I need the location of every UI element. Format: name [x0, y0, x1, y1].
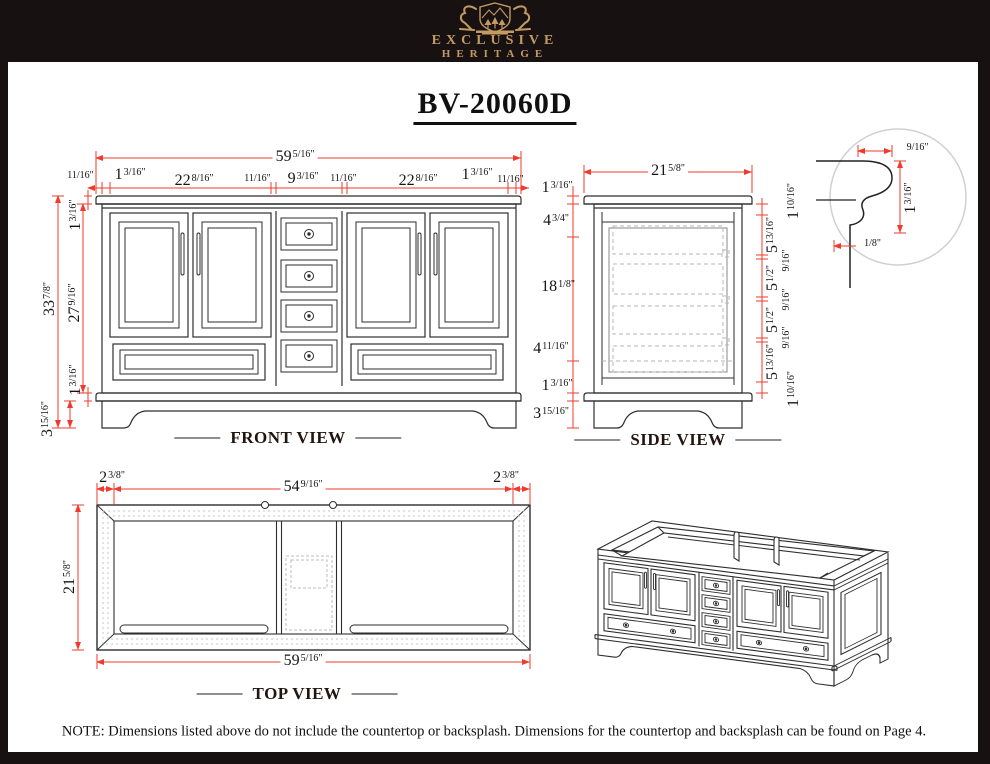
top-view-drawing [97, 502, 530, 651]
dim-side-right-0: $1^{10/16"}$ [785, 183, 802, 219]
dim-front-row-7: $1^{3/16"}$ [461, 166, 493, 183]
brand-name-bottom: HERITAGE [441, 48, 549, 60]
dim-side-right-5: $5^{1/2"}$ [764, 307, 781, 333]
corner-detail-drawing [816, 129, 966, 288]
side-view-drawing [584, 196, 752, 428]
brand-name-top: EXCLUSIVE [431, 33, 559, 48]
dim-front-leg-height: $3^{15/16"}$ [39, 401, 56, 437]
dim-top-right-seg: $2^{3/8"}$ [493, 469, 519, 486]
front-view-caption: FRONT VIEW [174, 428, 401, 448]
dim-front-row-3: 11/16" [244, 173, 271, 184]
dim-side-left-2: $18^{1/8"}$ [541, 278, 575, 295]
dim-front-row-0: 11/16" [67, 170, 94, 181]
dim-front-row-8: 11/16" [497, 174, 524, 185]
dim-corner-1: $1^{3/16"}$ [902, 182, 919, 214]
dim-side-left-4: $1^{3/16"}$ [541, 377, 573, 394]
dim-corner-0: 9/16" [906, 142, 929, 153]
dim-front-row-5: 11/16" [330, 173, 357, 184]
dim-side-left-1: $4^{3/4"}$ [543, 212, 569, 229]
page-title: BV-20060D [413, 87, 576, 125]
dim-corner-2: 1/8" [864, 238, 881, 249]
dim-top-overall-width: $59^{5/16"}$ [281, 653, 326, 669]
dim-front-row-4: $9^{3/16"}$ [287, 170, 319, 187]
dim-side-right-4: 9/16" [781, 288, 792, 311]
dim-side-left-3: $4^{11/16"}$ [533, 340, 569, 357]
caption-dash-left [197, 693, 243, 695]
dim-front-overall-width: $59^{5/16"}$ [273, 149, 318, 165]
top-view-dim-lines [72, 483, 530, 669]
dim-front-row-1: $1^{3/16"}$ [114, 166, 146, 183]
caption-dash-left [574, 439, 620, 441]
caption-dash-right [736, 439, 782, 441]
dim-side-right-6: 9/16" [781, 326, 792, 349]
dim-top-depth: $21^{5/8"}$ [61, 560, 78, 594]
dim-side-left-5: $3^{15/16"}$ [533, 405, 569, 422]
dim-front-top-molding: $1^{3/16"}$ [67, 199, 84, 231]
dim-front-row-6: $22^{8/16"}$ [398, 172, 438, 189]
caption-dash-right [356, 437, 402, 439]
dim-side-right-1: $5^{13/16"}$ [764, 217, 781, 253]
top-view-caption: TOP VIEW [197, 684, 398, 704]
dim-side-right-8: $1^{10/16"}$ [785, 371, 802, 407]
dim-side-left-0: $1^{3/16"}$ [541, 179, 573, 196]
dim-front-bottom-molding: $1^{3/16"}$ [67, 364, 84, 396]
dim-front-row-2: $22^{8/16"}$ [174, 172, 214, 189]
dim-side-right-7: $5^{13/16"}$ [764, 344, 781, 380]
dim-top-mid: $54^{9/16"}$ [281, 479, 326, 495]
dim-top-left-seg: $2^{3/8"}$ [99, 469, 125, 486]
dim-side-right-3: $5^{1/2"}$ [764, 265, 781, 291]
dim-front-body-height: $27^{9/16"}$ [66, 283, 83, 323]
footer-note: NOTE: Dimensions listed above do not include the countertop or backsplash. Dimensions for the countertop and backsplash can be found on Page 4. [61, 723, 927, 740]
front-view-drawing [96, 196, 521, 428]
side-view-caption: SIDE VIEW [574, 430, 781, 450]
dim-side-depth: $21^{5/8"}$ [648, 163, 688, 179]
caption-dash-right [351, 693, 397, 695]
front-view-dim-lines [52, 151, 529, 428]
dim-side-right-2: 9/16" [781, 249, 792, 272]
perspective-drawing [595, 521, 891, 687]
caption-dash-left [174, 437, 220, 439]
dim-front-overall-height: $33^{7/8"}$ [41, 282, 58, 316]
